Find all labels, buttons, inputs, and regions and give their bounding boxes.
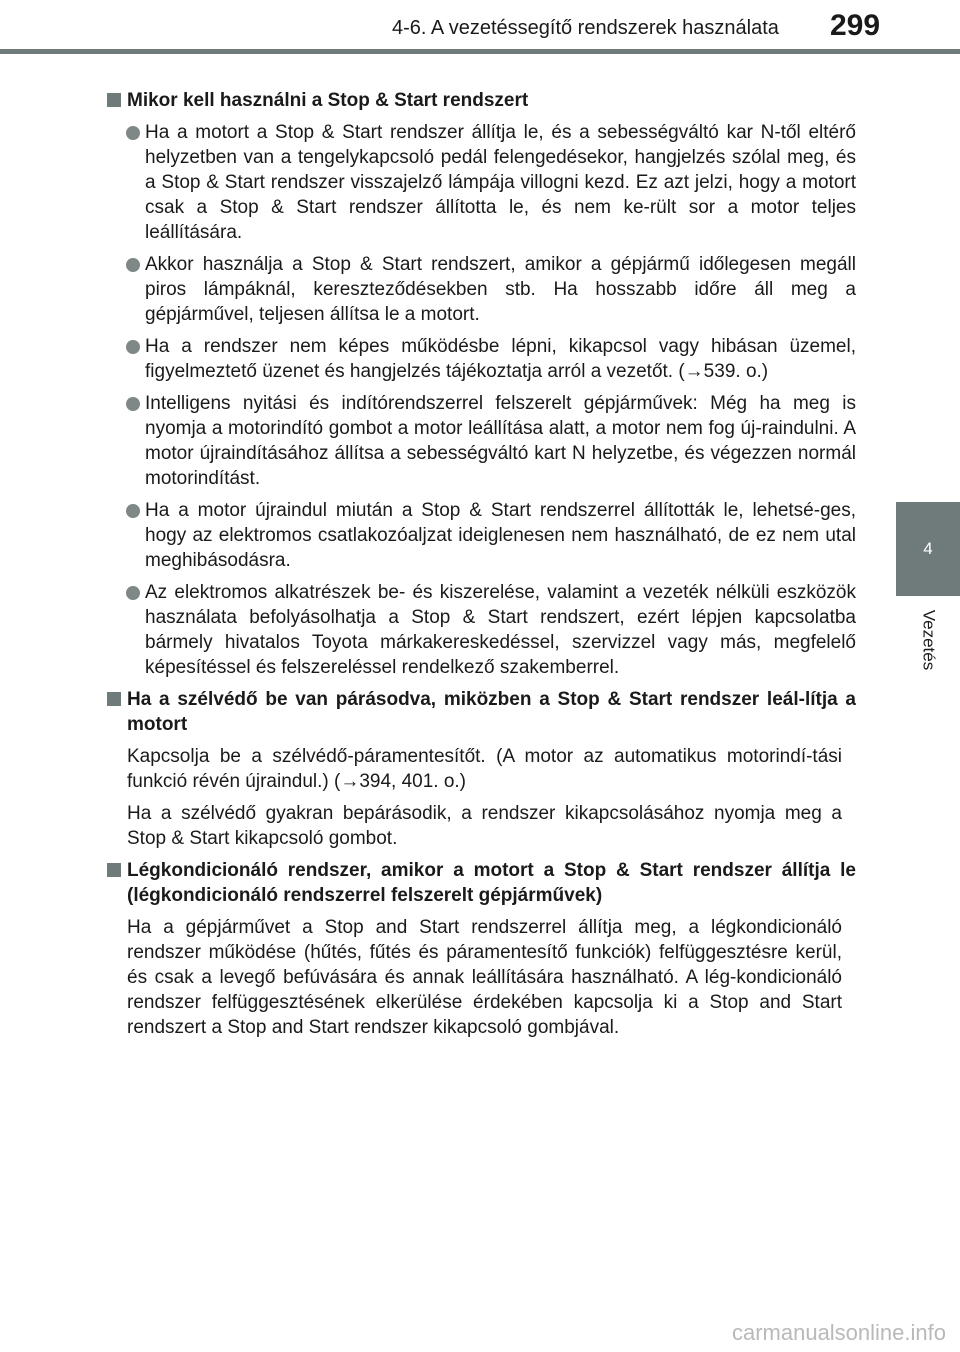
- square-bullet-icon: [107, 863, 121, 877]
- list-item-text: Intelligens nyitási és indítórendszerrel felszerelt gépjárművek: Még ha meg is nyomja a motorindító gombot a motor leállítása alatt, a motor nem fog új-raindulni. A motor újraindításához állítsa a sebességváltó kart N helyzetbe, és végezzen normál motorindítást.: [145, 393, 856, 489]
- section-heading-text: Ha a szélvédő be van párásodva, miközben a Stop & Start rendszer leál-lítja a motort: [127, 689, 856, 735]
- round-bullet-icon: [126, 397, 140, 411]
- chapter-tab: [896, 502, 960, 596]
- running-header-title: 4-6. A vezetéssegítő rendszerek használata: [392, 17, 779, 39]
- list-item: [105, 334, 856, 384]
- section-air-conditioning: [105, 858, 856, 1040]
- list-item: [105, 580, 856, 680]
- list-item: [105, 252, 856, 327]
- section-stop-start-usage: [105, 88, 856, 680]
- list-item: [105, 120, 856, 245]
- round-bullet-icon: [126, 586, 140, 600]
- body-paragraph: Ha a szélvédő gyakran bepárásodik, a rendszer kikapcsolásához nyomja meg a Stop & Start kikapcsoló gombot.: [127, 803, 842, 849]
- round-bullet-icon: [126, 126, 140, 140]
- section-heading: [105, 88, 856, 113]
- page-content: [105, 88, 856, 1047]
- section-windshield-fog: [105, 687, 856, 851]
- section-heading-text: Légkondicionáló rendszer, amikor a motort a Stop & Start rendszer állítja le (légkondicionáló rendszerrel felszerelt gépjárművek): [127, 860, 856, 906]
- site-watermark: carmanualsonline.info: [731, 1320, 946, 1345]
- list-item-text: Akkor használja a Stop & Start rendszert, amikor a gépjármű időlegesen megáll piros lámpáknál, kereszteződésekben stb. Ha hosszabb időre áll meg a gépjárművel, teljesen állítsa le a motort.: [145, 254, 856, 325]
- chapter-label-container: [896, 600, 960, 680]
- list-item-text: Ha a motor újraindul miután a Stop & Start rendszerrel állították le, lehetsé-ges, hogy az elektromos csatlakozóaljzat ideiglenesen nem használható, de ez nem utal meghibásodásra.: [145, 500, 856, 571]
- page-number: 299: [830, 9, 881, 42]
- header-divider: [0, 49, 960, 54]
- list-item-text: Ha a motort a Stop & Start rendszer állítja le, és a sebességváltó kar N-től eltérő helyzetben van a tengelykapcsoló pedál felengedésekor, hangjelzés szólal meg, és a Stop & Start rendszer visszajelző lámpája villogni kezd. Ez azt jelzi, hogy a motort csak a Stop & Start rendszer állította le, és nem ke-rült sor a motor teljes leállítására.: [145, 122, 856, 243]
- list-item-text: Az elektromos alkatrészek be- és kiszerelése, valamint a vezeték nélküli eszközök használata befolyásolhatja a Stop & Start rendszert, ezért lépjen kapcsolatba bármely hivatalos Toyota márkakereskedéssel, szervizzel vagy más, megfelelő képesítéssel és felszereléssel rendelkező szakemberrel.: [145, 582, 856, 678]
- square-bullet-icon: [107, 93, 121, 107]
- section-heading: [105, 687, 856, 737]
- list-item: [105, 498, 856, 573]
- list-item-text: Ha a rendszer nem képes működésbe lépni, kikapcsol vagy hibásan üzemel, figyelmeztető üzenet és hangjelzés tájékoztatja arról a vezetőt. (→539. o.): [145, 336, 856, 382]
- body-paragraph: Kapcsolja be a szélvédő-páramentesítőt. (A motor az automatikus motorindí-tási funkció révén újraindul.) (→394, 401. o.): [127, 746, 842, 792]
- round-bullet-icon: [126, 258, 140, 272]
- chapter-label: Vezetés: [919, 609, 938, 671]
- round-bullet-icon: [126, 340, 140, 354]
- round-bullet-icon: [126, 504, 140, 518]
- section-heading: [105, 858, 856, 908]
- chapter-number: 4: [923, 539, 933, 558]
- section-heading-text: Mikor kell használni a Stop & Start rendszert: [127, 90, 529, 111]
- body-paragraph: Ha a gépjárművet a Stop and Start rendszerrel állítja meg, a légkondicionáló rendszer működése (hűtés, fűtés és páramentesítő funkciók) felfüggesztésre kerül, és csak a levegő befúvására és annak leállítására használható. A lég-kondicionáló rendszer felfüggesztésének elkerülése érdekében kapcsolja ki a Stop and Start rendszert a Stop and Start rendszer kikapcsoló gombjával.: [127, 917, 842, 1038]
- list-item: [105, 391, 856, 491]
- square-bullet-icon: [107, 692, 121, 706]
